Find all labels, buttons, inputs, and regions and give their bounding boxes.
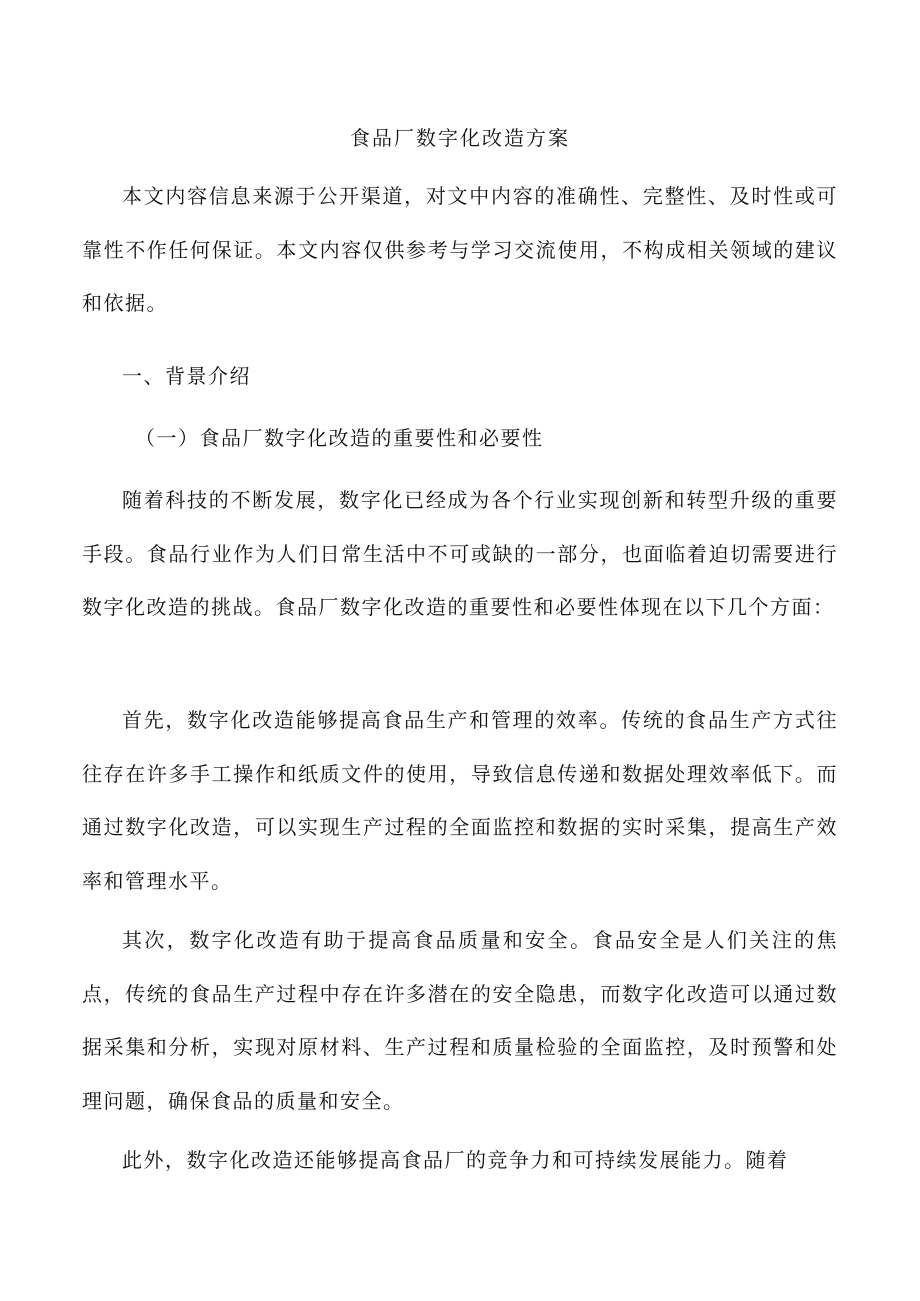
page-title: 食品厂数字化改造方案 — [350, 126, 570, 150]
disclaimer-paragraph: 本文内容信息来源于公开渠道，对文中内容的准确性、完整性、及时性或可靠性不作任何保证。本文内容仅供参考与学习交流使用，不构成相关领域的建议和依据。 — [82, 184, 838, 315]
body-paragraph-4: 此外，数字化改造还能够提高食品厂的竞争力和可持续发展能力。随着 — [122, 1148, 789, 1172]
section-heading: 一、背景介绍 — [122, 364, 251, 388]
body-paragraph-2: 首先，数字化改造能够提高食品生产和管理的效率。传统的食品生产方式往往存在许多手工操作和纸质文件的使用，导致信息传递和数据处理效率低下。而通过数字化改造，可以实现生产过程的全面监控和数据的实时采集，提高生产效率和管理水平。 — [82, 708, 838, 893]
body-paragraph-3: 其次，数字化改造有助于提高食品质量和安全。食品安全是人们关注的焦点，传统的食品生产过程中存在许多潜在的安全隐患，而数字化改造可以通过数据采集和分析，实现对原材料、生产过程和质量检验的全面监控，及时预警和处理问题，确保食品的质量和安全。 — [82, 928, 838, 1113]
subsection-heading: （一）食品厂数字化改造的重要性和必要性 — [135, 426, 544, 450]
body-paragraph-1: 随着科技的不断发展，数字化已经成为各个行业实现创新和转型升级的重要手段。食品行业作为人们日常生活中不可或缺的一部分，也面临着迫切需要进行数字化改造的挑战。食品厂数字化改造的重要性和必要性体现在以下几个方面： — [82, 488, 838, 619]
